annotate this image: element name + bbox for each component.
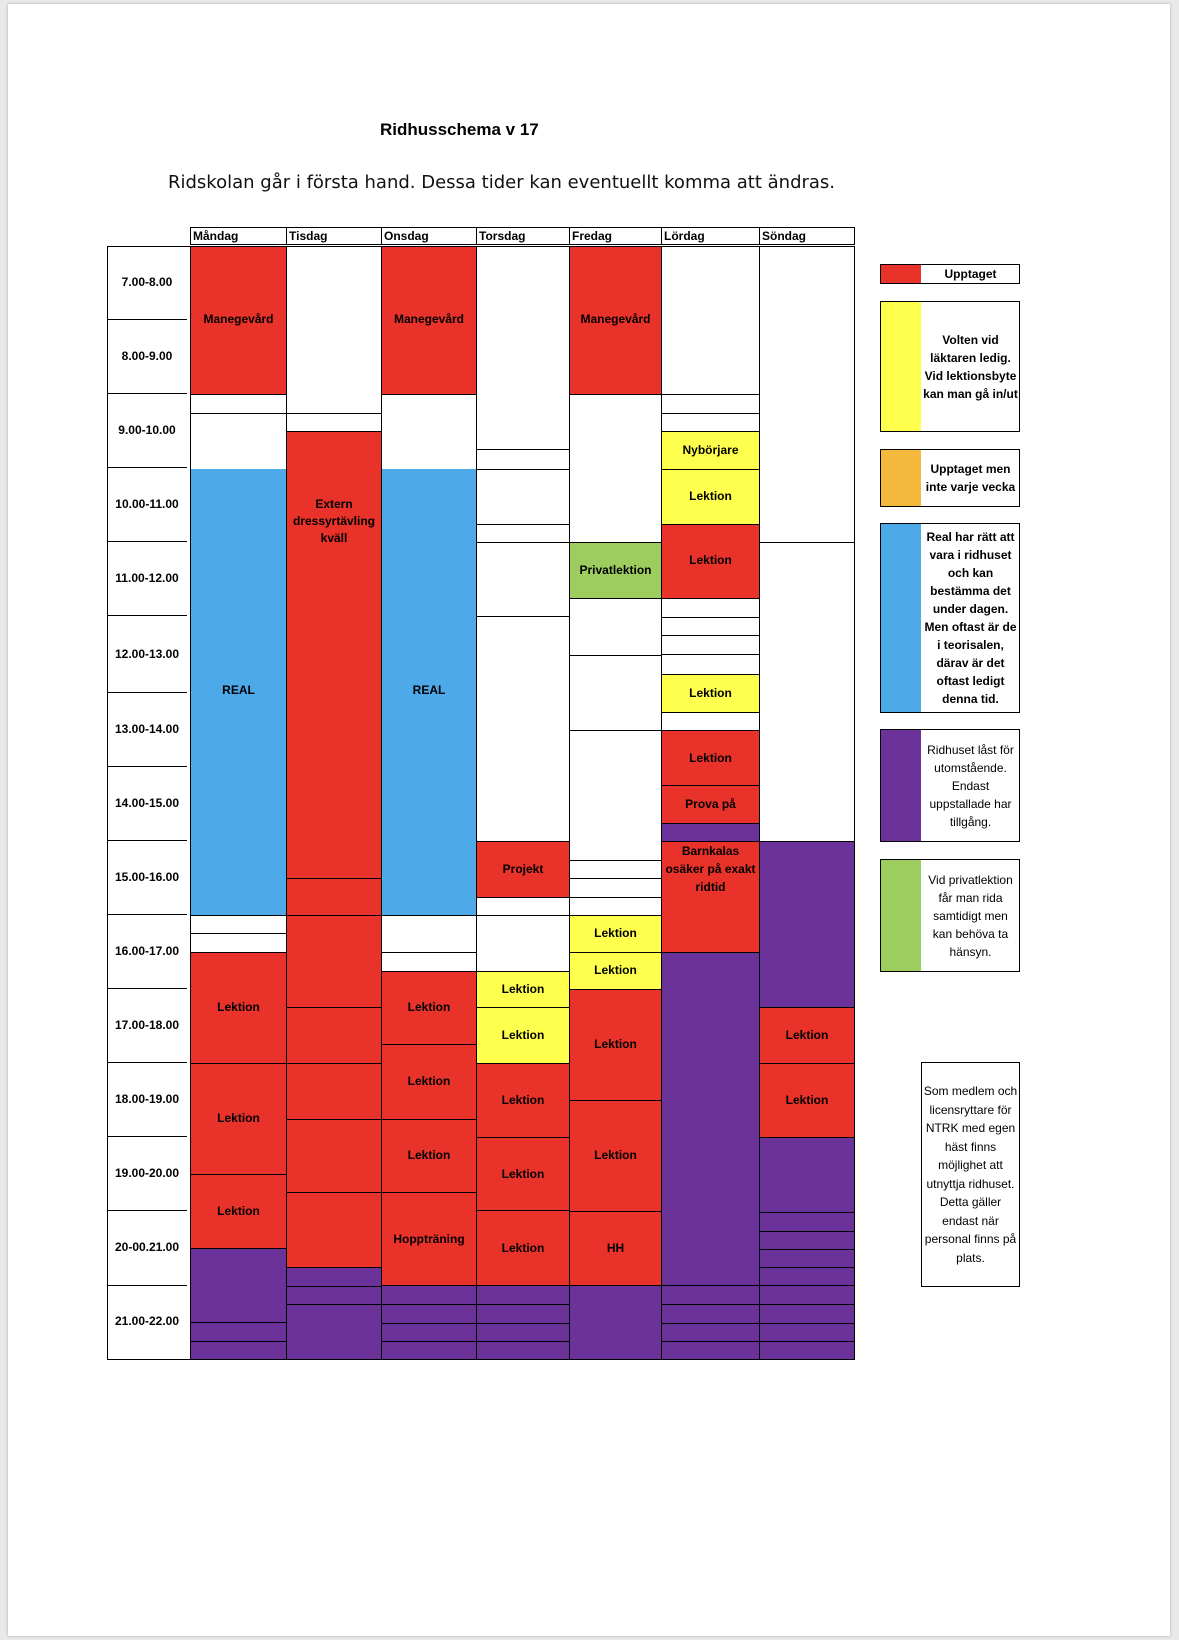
schedule-block <box>476 1285 570 1305</box>
schedule-block <box>190 933 287 953</box>
block-label: Lektion <box>407 1148 451 1162</box>
schedule-block <box>661 617 760 636</box>
schedule-block <box>476 1323 570 1342</box>
legend-text: Upptaget men inte varje vecka <box>925 462 1016 494</box>
time-label: 8.00-9.00 <box>121 349 173 363</box>
time-label: 9.00-10.00 <box>118 423 176 437</box>
schedule-block <box>190 1174 287 1249</box>
schedule-block <box>190 469 287 916</box>
schedule-block <box>569 989 662 1101</box>
schedule-block <box>476 469 570 525</box>
schedule-block <box>381 1323 477 1342</box>
block-label: Manegevård <box>393 312 465 326</box>
block-label: Lektion <box>407 1000 451 1014</box>
schedule-block <box>190 1248 287 1323</box>
schedule-block <box>381 1119 477 1193</box>
time-label: 16.00-17.00 <box>114 944 180 958</box>
schedule-block <box>190 413 287 470</box>
schedule-block <box>476 1063 570 1138</box>
schedule-block <box>661 841 760 953</box>
schedule-block <box>381 1304 477 1324</box>
block-label: Extern dressyrtävling kväll <box>292 497 376 545</box>
block-label: Lektion <box>501 1028 545 1042</box>
time-label: 11.00-12.00 <box>115 571 179 585</box>
schedule-block <box>569 1285 662 1360</box>
schedule-block <box>661 431 760 470</box>
schedule-block <box>381 971 477 1045</box>
schedule-block <box>661 524 760 599</box>
schedule-block <box>381 1192 477 1286</box>
day-header-onsdag: Onsdag <box>381 227 476 245</box>
member-note: Som medlem och licensryttare för NTRK med egen häst finns möjlighet att utnyttja ridhuset. Detta gäller endast när personal finns på plats. <box>921 1062 1020 1287</box>
schedule-block <box>381 1285 477 1305</box>
schedule-block <box>286 878 382 916</box>
schedule-block <box>476 616 570 842</box>
schedule-block <box>286 1192 382 1268</box>
time-divider <box>107 840 187 841</box>
time-label: 19.00-20.00 <box>114 1166 180 1180</box>
schedule-block <box>759 1285 855 1305</box>
legend-text: Vid privatlektion får man rida samtidigt men kan behöva ta hänsyn. <box>928 872 1013 959</box>
legend-swatch-purple <box>881 730 921 841</box>
schedule-block <box>661 1323 760 1342</box>
legend-text: Real har rätt att vara i ridhuset och kan bestämma det under dagen. Men oftast är de i teorisalen, därav är det oftast ledigt denna tid. <box>924 530 1017 706</box>
schedule-block <box>759 1137 855 1213</box>
legend-item-privatlektion <box>880 859 1020 972</box>
schedule-block <box>190 1322 287 1342</box>
legend-item-upptaget <box>880 264 1020 284</box>
schedule-block <box>476 1304 570 1324</box>
block-label: Lektion <box>689 553 732 567</box>
schedule-block <box>286 1007 382 1064</box>
block-label: Lektion <box>594 1037 637 1051</box>
time-label: 20-00.21.00 <box>114 1240 180 1254</box>
legend-text: Upptaget <box>944 267 997 281</box>
time-divider <box>107 1062 187 1063</box>
schedule-block <box>661 730 760 786</box>
legend-swatch-yellow <box>881 302 921 431</box>
time-divider <box>107 1285 187 1286</box>
schedule-block <box>190 246 287 395</box>
block-label: Lektion <box>785 1093 829 1107</box>
schedule-block <box>476 1341 570 1360</box>
schedule-block <box>759 1212 855 1232</box>
schedule-block <box>569 952 662 990</box>
schedule-block <box>569 915 662 953</box>
schedule-block <box>476 1007 570 1064</box>
schedule-block <box>569 878 662 898</box>
block-label: Lektion <box>689 489 732 503</box>
time-divider <box>107 615 187 616</box>
time-label: 13.00-14.00 <box>114 722 180 736</box>
schedule-block <box>759 1341 855 1360</box>
legend-text: Ridhuset låst för utomstående. Endast uppstallade har tillgång. <box>927 742 1014 829</box>
schedule-block <box>569 394 662 543</box>
schedule-block <box>569 598 662 656</box>
schedule-block <box>569 1100 662 1212</box>
day-header-lordag: Lördag <box>661 227 759 245</box>
schedule-block <box>661 674 760 713</box>
time-label: 17.00-18.00 <box>114 1018 180 1032</box>
page-title: Ridhusschema v 17 <box>380 120 539 139</box>
schedule-block <box>759 1249 855 1268</box>
schedule-block <box>476 449 570 470</box>
block-label: Manegevård <box>203 312 274 326</box>
schedule-block <box>661 1341 760 1360</box>
schedule-block <box>759 542 855 842</box>
schedule-block <box>569 246 662 395</box>
schedule-block <box>476 897 570 916</box>
block-label: Lektion <box>501 1241 545 1255</box>
block-label: Lektion <box>217 1111 260 1125</box>
block-label: Lektion <box>785 1028 829 1042</box>
schedule-block <box>476 915 570 972</box>
schedule-block <box>759 1063 855 1138</box>
time-divider <box>107 1136 187 1137</box>
block-label: Barnkalas osäker på exakt ridtid <box>665 844 756 894</box>
block-label: Lektion <box>594 963 637 977</box>
schedule-block <box>476 246 570 450</box>
time-divider <box>107 1210 187 1211</box>
schedule-block <box>759 1231 855 1250</box>
schedule-block <box>476 971 570 1008</box>
schedule-block <box>759 1323 855 1342</box>
schedule-block <box>286 413 382 432</box>
block-label: Prova på <box>685 797 736 811</box>
block-label: Privatlektion <box>579 563 652 577</box>
schedule-block <box>661 394 760 414</box>
time-label: 14.00-15.00 <box>114 796 180 810</box>
schedule-block <box>661 712 760 731</box>
schedule-block <box>286 1304 382 1360</box>
block-label: Manegevård <box>580 312 651 326</box>
time-label: 7.00-8.00 <box>121 275 173 289</box>
schedule-block <box>190 915 287 934</box>
schedule-block <box>661 1304 760 1324</box>
schedule-block <box>381 246 477 395</box>
time-divider <box>107 467 187 468</box>
schedule-block <box>286 1267 382 1287</box>
time-label: 10.00-11.00 <box>115 497 179 511</box>
day-header-mandag: Måndag <box>190 227 286 245</box>
schedule-block <box>569 655 662 731</box>
schedule-block <box>381 1044 477 1120</box>
schedule-block <box>476 1210 570 1286</box>
legend-item-volten <box>880 301 1020 432</box>
schedule-block <box>286 915 382 1008</box>
legend-swatch-green <box>881 860 921 971</box>
time-divider <box>107 319 187 320</box>
schedule-block <box>286 1063 382 1120</box>
schedule-block <box>569 897 662 916</box>
block-label: Lektion <box>501 982 545 996</box>
schedule-block <box>476 542 570 617</box>
time-divider <box>107 766 187 767</box>
legend-text: Volten vid läktaren ledig. Vid lektionsbyte kan man gå in/ut <box>923 332 1018 401</box>
schedule-block <box>381 394 477 470</box>
block-label: HH <box>606 1241 625 1255</box>
schedule-block <box>476 841 570 898</box>
schedule-block <box>661 246 760 395</box>
schedule-block <box>661 469 760 525</box>
schedule-block <box>190 394 287 414</box>
time-label: 12.00-13.00 <box>114 647 180 661</box>
time-label: 21.00-22.00 <box>114 1314 180 1328</box>
time-divider <box>107 914 187 915</box>
schedule-block <box>476 1137 570 1211</box>
schedule-block <box>759 246 855 543</box>
schedule-block <box>286 431 382 879</box>
schedule-block <box>286 246 382 414</box>
legend-item-inte-varje-vecka <box>880 449 1020 507</box>
schedule-block <box>190 1341 287 1360</box>
block-label: Lektion <box>594 926 637 940</box>
schedule-block <box>190 1063 287 1175</box>
block-label: Lektion <box>501 1093 545 1107</box>
schedule-block <box>190 952 287 1064</box>
day-header-fredag: Fredag <box>569 227 661 245</box>
schedule-block <box>381 1341 477 1360</box>
schedule-block <box>661 823 760 842</box>
schedule-block <box>569 1211 662 1286</box>
time-divider <box>107 988 187 989</box>
block-label: Nybörjare <box>682 443 739 457</box>
block-label: Lektion <box>689 751 732 765</box>
schedule-block <box>661 1285 760 1305</box>
schedule-block <box>569 542 662 599</box>
schedule-block <box>661 598 760 618</box>
schedule-block <box>661 413 760 432</box>
legend-swatch-blue <box>881 524 921 712</box>
block-label: Projekt <box>502 862 544 876</box>
schedule-block <box>381 952 477 972</box>
schedule-block <box>759 841 855 1008</box>
block-label: REAL <box>412 683 446 697</box>
schedule-block <box>661 952 760 1286</box>
day-header-sondag: Söndag <box>759 227 855 245</box>
schedule-block <box>661 635 760 655</box>
schedule-block <box>286 1119 382 1193</box>
schedule-block <box>759 1304 855 1324</box>
schedule-block <box>661 785 760 824</box>
time-divider <box>107 692 187 693</box>
legend-swatch-orange <box>881 450 921 506</box>
legend-swatch-red <box>881 265 921 283</box>
schedule-block <box>569 730 662 861</box>
block-label: Lektion <box>217 1204 260 1218</box>
schedule-block <box>759 1007 855 1064</box>
day-header-tisdag: Tisdag <box>286 227 381 245</box>
schedule-block <box>381 915 477 953</box>
block-label: Lektion <box>689 686 732 700</box>
schedule-block <box>476 524 570 543</box>
day-header-torsdag: Torsdag <box>476 227 569 245</box>
block-label: Lektion <box>501 1167 545 1181</box>
block-label: REAL <box>222 683 255 697</box>
block-label: Lektion <box>594 1148 637 1162</box>
time-label: 15.00-16.00 <box>114 870 180 884</box>
schedule-block <box>661 654 760 675</box>
schedule-block <box>759 1267 855 1286</box>
schedule-block <box>569 860 662 879</box>
page-subtitle: Ridskolan går i första hand. Dessa tider kan eventuellt komma att ändras. <box>168 172 836 193</box>
legend-item-last <box>880 729 1020 842</box>
time-divider <box>107 393 187 394</box>
block-label: Lektion <box>407 1074 451 1088</box>
legend-item-real <box>880 523 1020 713</box>
schedule-block <box>381 469 477 916</box>
time-label: 18.00-19.00 <box>114 1092 180 1106</box>
block-label: Lektion <box>217 1000 260 1014</box>
time-divider <box>107 541 187 542</box>
block-label: Hoppträning <box>393 1232 465 1246</box>
schedule-block <box>286 1286 382 1305</box>
